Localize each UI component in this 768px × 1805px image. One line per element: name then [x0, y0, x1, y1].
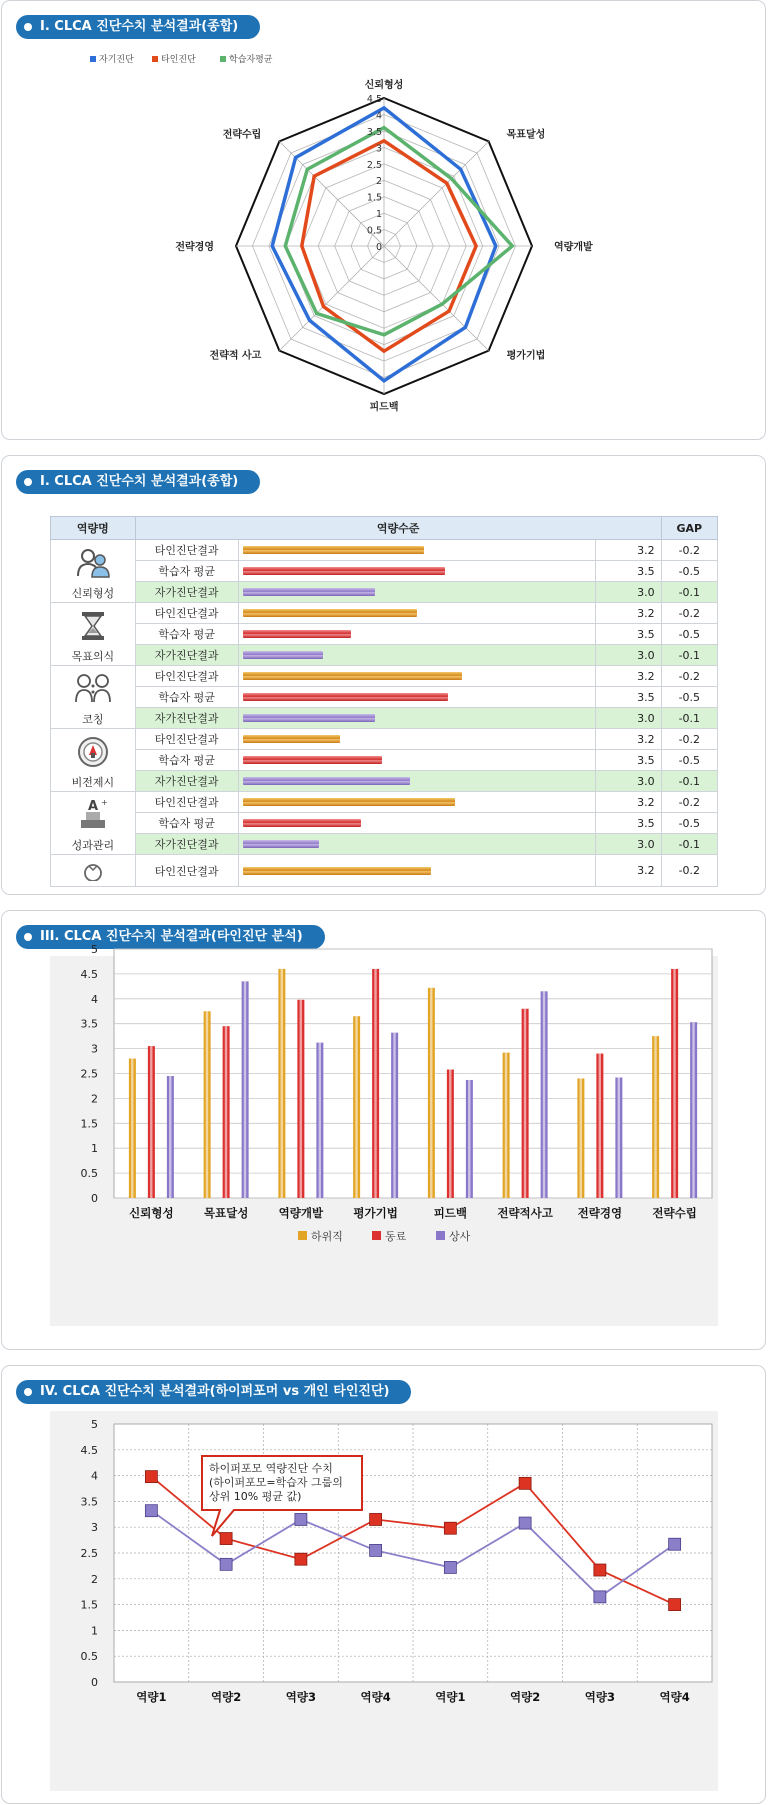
bar-highlight	[206, 1011, 208, 1198]
x-tick-label: 전략경영	[577, 1206, 623, 1220]
legend-swatch-2	[436, 1231, 445, 1240]
y-tick-label: 4	[91, 992, 98, 1006]
bar-highlight	[524, 1009, 526, 1198]
table-row	[51, 624, 718, 645]
bar-highlight	[673, 969, 675, 1198]
radar-axis-label: 평가기법	[506, 350, 546, 362]
row-gap: -0.5	[661, 561, 717, 582]
x-tick-label: 역량2	[510, 1690, 541, 1704]
radar-axis-label: 역량개발	[554, 242, 593, 253]
table-row	[51, 561, 718, 582]
level-bar	[243, 867, 431, 875]
line-point-0	[519, 1477, 531, 1489]
radar-tick-label: 1.5	[366, 192, 382, 204]
bar-chart	[2, 941, 765, 1341]
competency-cell	[51, 666, 136, 729]
y-tick-label: 3.5	[80, 1495, 98, 1509]
row-gap: -0.5	[661, 813, 717, 834]
competency-cell	[51, 855, 136, 887]
header-gap: GAP	[661, 517, 717, 540]
table-row	[51, 666, 718, 687]
radar-chart	[2, 41, 765, 461]
x-tick-label: 역량4	[360, 1690, 391, 1704]
row-value: 3.5	[596, 561, 661, 582]
radar-tick-label: 2	[375, 176, 382, 188]
level-bar	[243, 693, 449, 701]
bar-highlight	[355, 1016, 357, 1198]
section1-title: I. CLCA 진단수치 분석결과(종합)	[40, 19, 239, 34]
competency-cell	[51, 603, 136, 666]
x-tick-label: 역량3	[584, 1690, 615, 1704]
competency-name: 성과관리	[71, 839, 115, 852]
table-row	[51, 792, 718, 813]
radar-tick-label: 2.5	[366, 159, 382, 171]
table-clip	[2, 456, 765, 890]
row-gap: -0.5	[661, 750, 717, 771]
bar-cell	[238, 540, 596, 561]
y-tick-label: 2.5	[80, 1067, 98, 1081]
bar-cell	[238, 708, 596, 729]
x-tick-label: 역량3	[285, 1690, 316, 1704]
row-label: 학습자 평균	[135, 561, 238, 582]
radar-tick-label: 1	[375, 209, 382, 221]
row-gap: -0.5	[661, 624, 717, 645]
level-bar	[243, 777, 410, 785]
row-gap: -0.2	[661, 729, 717, 750]
y-tick-label: 3	[91, 1042, 98, 1056]
level-bar	[243, 819, 362, 827]
bar-highlight	[169, 1076, 171, 1198]
x-tick-label: 평가기법	[353, 1206, 398, 1220]
row-gap: -0.5	[661, 687, 717, 708]
bar-highlight	[618, 1077, 620, 1198]
bar-highlight	[580, 1078, 582, 1198]
section2-title-pill	[16, 470, 260, 494]
bar-highlight	[374, 969, 376, 1198]
line-point-0	[594, 1564, 606, 1576]
legend-label-0: 하위직	[311, 1230, 343, 1243]
table-row	[51, 834, 718, 855]
level-bar	[243, 567, 445, 575]
y-tick-label: 2.5	[80, 1547, 98, 1560]
table-row	[51, 750, 718, 771]
legend-label-2: 학습자평균	[229, 55, 273, 65]
header-level: 역량수준	[135, 517, 661, 540]
bar-highlight	[430, 988, 432, 1198]
radar-tick-label: 4	[375, 110, 382, 122]
bar-cell	[238, 561, 596, 582]
line-chart	[2, 1396, 765, 1796]
bar-cell	[238, 729, 596, 750]
row-label: 자가진단결과	[135, 708, 238, 729]
row-value: 3.2	[596, 729, 661, 750]
x-tick-label: 역량1	[136, 1690, 167, 1704]
y-tick-label: 4.5	[80, 967, 98, 981]
svg-text:A: A	[87, 799, 98, 814]
row-label: 학습자 평균	[135, 750, 238, 771]
table-row	[51, 687, 718, 708]
table-panel	[1, 455, 766, 895]
row-value: 3.5	[596, 624, 661, 645]
callout-line: (하이퍼포모=학습자 그룹의	[209, 1476, 343, 1489]
bar-cell	[238, 792, 596, 813]
x-tick-label: 역량2	[211, 1690, 242, 1704]
bar-highlight	[468, 1080, 470, 1198]
y-tick-label: 0	[91, 1676, 98, 1689]
table-row	[51, 855, 718, 887]
section4-title: IV. CLCA 진단수치 분석결과(하이퍼포머 vs 개인 타인진단)	[40, 1384, 390, 1399]
competency-name: 목표의식	[71, 650, 115, 663]
radar-axis-label: 전략경영	[175, 242, 214, 253]
bullet-dot-icon	[24, 933, 32, 941]
row-label: 타인진단결과	[135, 855, 238, 887]
radar-axis-label: 신뢰형성	[364, 80, 404, 91]
line-point-1	[594, 1591, 606, 1603]
bar-panel	[1, 910, 766, 1350]
y-tick-label: 2	[91, 1092, 98, 1106]
bar-highlight	[543, 991, 545, 1198]
row-gap: -0.2	[661, 666, 717, 687]
y-tick-label: 1.5	[80, 1598, 98, 1612]
y-tick-label: 0.5	[80, 1167, 98, 1181]
bar-cell	[238, 624, 596, 645]
table-header-row	[51, 517, 718, 540]
y-tick-label: 4	[91, 1469, 98, 1483]
legend-label-2: 상사	[449, 1230, 471, 1243]
row-label: 자가진단결과	[135, 645, 238, 666]
bar-highlight	[300, 1000, 302, 1198]
line-point-1	[669, 1538, 681, 1550]
line-point-0	[444, 1522, 456, 1534]
hourglass-icon	[51, 609, 135, 646]
table-row	[51, 582, 718, 603]
legend-swatch-0	[298, 1231, 307, 1240]
row-label: 학습자 평균	[135, 624, 238, 645]
legend-label-1: 타인진단	[161, 55, 196, 65]
level-bar	[243, 756, 383, 764]
x-tick-label: 피드백	[433, 1206, 468, 1220]
callout-line: 상위 10% 평균 값)	[209, 1490, 302, 1503]
y-tick-label: 5	[91, 1418, 98, 1431]
bar-highlight	[244, 981, 246, 1198]
bar-highlight	[692, 1022, 694, 1198]
radar-axis-label: 목표달성	[506, 129, 546, 141]
legend-label-1: 동료	[385, 1230, 407, 1243]
bar-cell	[238, 834, 596, 855]
competency-cell	[51, 540, 136, 603]
level-bar	[243, 588, 376, 596]
bar-highlight	[319, 1043, 321, 1198]
table-row	[51, 708, 718, 729]
x-tick-label: 역량개발	[278, 1206, 324, 1220]
row-gap: -0.1	[661, 771, 717, 792]
level-bar	[243, 546, 424, 554]
x-tick-label: 역량1	[435, 1690, 466, 1704]
people-icon	[51, 546, 135, 583]
table-row	[51, 813, 718, 834]
row-value: 3.0	[596, 708, 661, 729]
bar-cell	[238, 582, 596, 603]
row-value: 3.0	[596, 834, 661, 855]
radar-tick-label: 3	[375, 143, 382, 155]
line-point-1	[145, 1505, 157, 1517]
row-value: 3.2	[596, 603, 661, 624]
line-point-1	[220, 1558, 232, 1570]
y-tick-label: 0	[91, 1192, 98, 1205]
competency-cell	[51, 729, 136, 792]
level-bar	[243, 714, 376, 722]
bar-cell	[238, 855, 596, 887]
table-row	[51, 645, 718, 666]
line-point-0	[370, 1513, 382, 1525]
level-bar	[243, 798, 456, 806]
bar-cell	[238, 750, 596, 771]
row-value: 3.2	[596, 792, 661, 813]
radar-spoke	[384, 246, 489, 351]
level-bar	[243, 672, 463, 680]
radar-axis-label: 전략수립	[222, 129, 262, 141]
row-label: 타인진단결과	[135, 666, 238, 687]
radar-tick-label: 0.5	[366, 225, 382, 237]
bar-cell	[238, 666, 596, 687]
bar-highlight	[505, 1053, 507, 1198]
row-gap: -0.2	[661, 603, 717, 624]
y-tick-label: 1	[91, 1624, 98, 1638]
bar-highlight	[654, 1036, 656, 1198]
bar-cell	[238, 603, 596, 624]
competency-name: 코칭	[82, 713, 104, 726]
x-tick-label: 전략수립	[652, 1206, 697, 1220]
performance-icon	[51, 798, 135, 835]
legend-swatch-2	[220, 56, 226, 62]
bullet-dot-icon	[24, 23, 32, 31]
line-panel	[1, 1365, 766, 1804]
x-tick-label: 목표달성	[203, 1206, 249, 1220]
line-point-0	[220, 1533, 232, 1545]
partial-icon	[51, 861, 135, 884]
row-gap: -0.2	[661, 540, 717, 561]
row-label: 타인진단결과	[135, 792, 238, 813]
radar-tick-label: 3.5	[366, 126, 382, 138]
table-row	[51, 729, 718, 750]
competency-table	[50, 516, 718, 887]
y-tick-label: 3	[91, 1521, 98, 1535]
header-name: 역량명	[51, 517, 136, 540]
x-tick-label: 역량4	[659, 1690, 690, 1704]
bar-highlight	[281, 969, 283, 1198]
y-tick-label: 5	[91, 943, 98, 956]
line-point-1	[519, 1517, 531, 1529]
bar-cell	[238, 645, 596, 666]
level-bar	[243, 840, 320, 848]
line-point-0	[145, 1471, 157, 1483]
line-point-1	[370, 1544, 382, 1556]
row-value: 3.2	[596, 666, 661, 687]
line-point-1	[295, 1513, 307, 1525]
row-gap: -0.1	[661, 708, 717, 729]
competency-cell	[51, 792, 136, 855]
section1-title-pill	[16, 15, 260, 39]
row-label: 학습자 평균	[135, 687, 238, 708]
bar-highlight	[599, 1054, 601, 1198]
bar-highlight	[225, 1026, 227, 1198]
competency-name: 신뢰형성	[71, 587, 115, 600]
radar-tick-label: 0	[375, 242, 382, 253]
legend-swatch-0	[90, 56, 96, 62]
row-label: 자가진단결과	[135, 582, 238, 603]
row-gap: -0.2	[661, 792, 717, 813]
bullet-dot-icon	[24, 1388, 32, 1396]
legend-swatch-1	[372, 1231, 381, 1240]
radar-panel	[1, 0, 766, 440]
row-value: 3.2	[596, 540, 661, 561]
row-value: 3.0	[596, 645, 661, 666]
row-gap: -0.1	[661, 834, 717, 855]
line-point-1	[444, 1561, 456, 1573]
level-bar	[243, 630, 351, 638]
radar-axis-label: 피드백	[369, 402, 399, 413]
table-row	[51, 540, 718, 561]
row-gap: -0.1	[661, 582, 717, 603]
legend-swatch-1	[152, 56, 158, 62]
y-tick-label: 1	[91, 1142, 98, 1156]
radar-spoke	[279, 246, 384, 351]
level-bar	[243, 609, 417, 617]
radar-axis-label: 전략적 사고	[209, 350, 262, 362]
row-label: 타인진단결과	[135, 540, 238, 561]
row-gap: -0.1	[661, 645, 717, 666]
bar-cell	[238, 771, 596, 792]
section3-title: III. CLCA 진단수치 분석결과(타인진단 분석)	[40, 929, 303, 944]
table-row	[51, 603, 718, 624]
y-tick-label: 4.5	[80, 1443, 98, 1457]
section2-title: I. CLCA 진단수치 분석결과(종합)	[40, 474, 239, 489]
line-point-0	[669, 1599, 681, 1611]
bar-highlight	[131, 1059, 133, 1198]
level-bar	[243, 651, 323, 659]
bar-highlight	[393, 1033, 395, 1198]
row-value: 3.2	[596, 855, 661, 887]
row-label: 자가진단결과	[135, 771, 238, 792]
svg-text:+: +	[100, 798, 108, 807]
y-tick-label: 1.5	[80, 1117, 98, 1131]
row-label: 자가진단결과	[135, 834, 238, 855]
row-value: 3.5	[596, 813, 661, 834]
bar-cell	[238, 813, 596, 834]
row-value: 3.0	[596, 582, 661, 603]
row-value: 3.5	[596, 750, 661, 771]
row-label: 학습자 평균	[135, 813, 238, 834]
row-value: 3.0	[596, 771, 661, 792]
bar-highlight	[150, 1046, 152, 1198]
coaching-icon	[51, 672, 135, 709]
radar-tick-label: 4.5	[366, 94, 382, 105]
row-label: 타인진단결과	[135, 729, 238, 750]
callout-line: 하이퍼포모 역량진단 수치	[209, 1462, 333, 1475]
vision-icon	[51, 735, 135, 772]
line-point-0	[295, 1553, 307, 1565]
x-tick-label: 전략적사고	[497, 1206, 553, 1220]
bullet-dot-icon	[24, 478, 32, 486]
x-tick-label: 신뢰형성	[129, 1206, 174, 1220]
y-tick-label: 3.5	[80, 1017, 98, 1031]
y-tick-label: 2	[91, 1572, 98, 1586]
competency-name: 비전제시	[71, 776, 115, 789]
row-label: 타인진단결과	[135, 603, 238, 624]
y-tick-label: 0.5	[80, 1650, 98, 1664]
row-value: 3.5	[596, 687, 661, 708]
table-row	[51, 771, 718, 792]
bar-cell	[238, 687, 596, 708]
bar-highlight	[449, 1070, 451, 1198]
level-bar	[243, 735, 341, 743]
legend-label-0: 자기진단	[99, 55, 134, 65]
row-gap: -0.2	[661, 855, 717, 887]
